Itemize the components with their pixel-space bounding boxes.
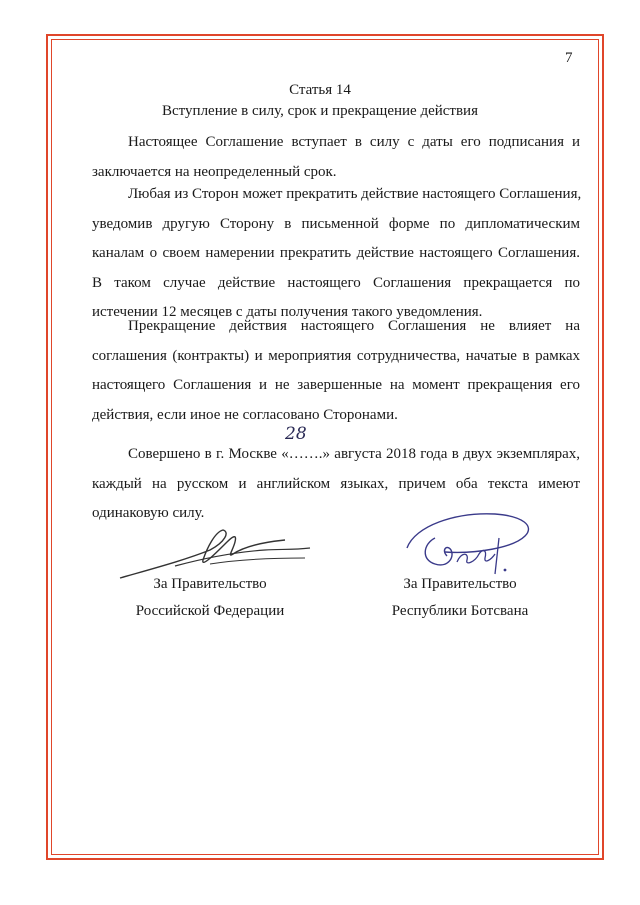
paragraph-termination-effects: [92, 312, 580, 430]
text-line: Настоящее Соглашение вступает в силу с даты его подписания и: [128, 134, 580, 150]
text-line: каждый на русском и английском языках, причем оба текста имеют: [92, 475, 580, 492]
text-line: заключается на неопределенный срок.: [92, 163, 337, 180]
page-number: 7: [565, 50, 573, 66]
text-line: Совершено в г. Москве «…….» августа 2018 года в двух экземплярах,: [128, 446, 581, 462]
text-line: уведомив другую Сторону в письменной форме по дипломатическим: [92, 215, 580, 232]
paragraph-entry-into-force: [92, 128, 580, 187]
signatory-botswana-line2: Республики Ботсвана: [391, 603, 529, 619]
text-line: Прекращение действия настоящего Соглашения не влияет на: [128, 318, 580, 334]
article-number: Статья 14: [289, 82, 351, 98]
paragraph-termination: [92, 180, 580, 328]
handwritten-day: 28: [285, 424, 307, 444]
signatory-russia-line2: Российской Федерации: [135, 603, 285, 619]
text-line: одинаковую силу.: [92, 505, 205, 521]
text-line: действия, если иное не согласовано Сторонами.: [92, 406, 398, 423]
signatory-botswana: [360, 571, 560, 625]
text-line: истечении 12 месяцев с даты получения такого уведомления.: [92, 304, 483, 320]
text-line: соглашения (контракты) и мероприятия сотрудничества, начатые в рамках: [92, 347, 580, 364]
signatory-botswana-line1: За Правительство: [403, 576, 517, 592]
text-line: настоящего Соглашения и не завершенные на момент прекращения его: [92, 377, 580, 393]
signatory-russia-line1: За Правительство: [153, 576, 267, 592]
text-line: В таком случае действие настоящего Соглашения прекращается по: [92, 274, 580, 291]
signatory-russia: [110, 571, 310, 625]
article-title: Вступление в силу, срок и прекращение действия: [162, 103, 478, 119]
text-line: Любая из Сторон может прекратить действие настоящего Соглашения,: [128, 186, 582, 202]
text-line: каналам о своем намерении прекратить действие настоящего Соглашения.: [92, 245, 580, 261]
